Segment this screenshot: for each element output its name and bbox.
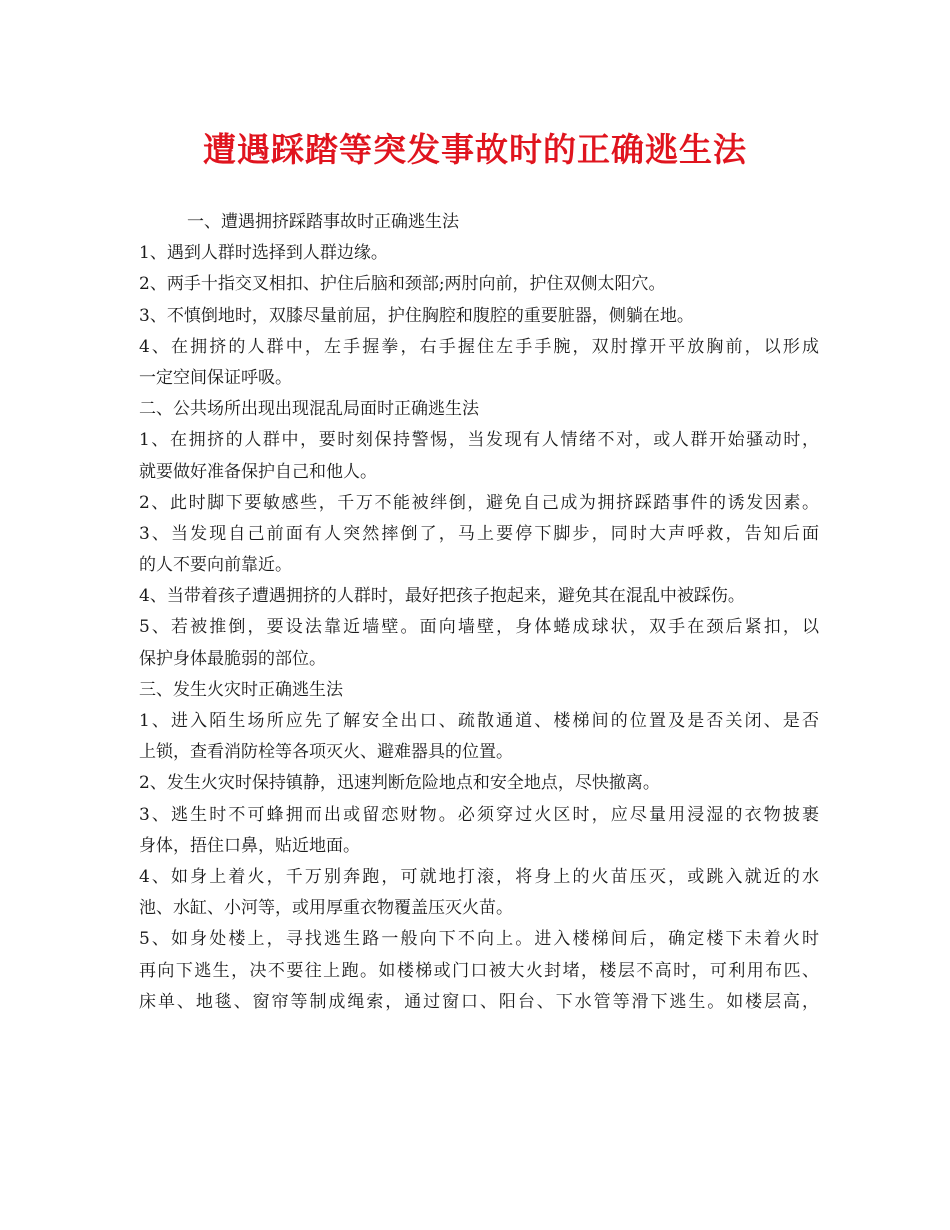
text-line: 3、不慎倒地时，双膝尽量前屈，护住胸腔和腹腔的重要脏器，侧躺在地。 <box>139 305 694 326</box>
text-line: 二、公共场所出现出现混乱局面时正确逃生法 <box>139 399 479 420</box>
text-line: 2、此时脚下要敏感些，千万不能被绊倒，避免自己成为拥挤踩踏事件的诱发因素。 <box>139 492 819 513</box>
document-title: 遭遇踩踏等突发事故时的正确逃生法 <box>203 130 747 169</box>
text-line: 1、在拥挤的人群中，要时刻保持警惕，当发现有人情绪不对，或人群开始骚动时， <box>139 430 819 451</box>
text-line: 2、发生火灾时保持镇静，迅速判断危险地点和安全地点，尽快撤离。 <box>139 773 660 794</box>
text-line: 再向下逃生，决不要往上跑。如楼梯或门口被大火封堵，楼层不高时，可利用布匹、 <box>139 960 819 981</box>
text-line: 上锁，查看消防栓等各项灭火、避难器具的位置。 <box>139 742 513 763</box>
text-line: 5、若被推倒，要设法靠近墙壁。面向墙壁，身体蜷成球状，双手在颈后紧扣，以 <box>139 617 819 638</box>
text-line: 一、遭遇拥挤踩踏事故时正确逃生法 <box>187 212 459 232</box>
text-line: 就要做好准备保护自己和他人。 <box>139 461 377 482</box>
text-line: 4、当带着孩子遭遇拥挤的人群时，最好把孩子抱起来，避免其在混乱中被踩伤。 <box>139 586 745 607</box>
document-body <box>139 207 819 1018</box>
text-line: 保护身体最脆弱的部位。 <box>139 648 326 669</box>
text-line: 床单、地毯、窗帘等制成绳索，通过窗口、阳台、下水管等滑下逃生。如楼层高， <box>139 991 819 1012</box>
text-line: 三、发生火灾时正确逃生法 <box>139 679 343 700</box>
text-line: 1、进入陌生场所应先了解安全出口、疏散通道、楼梯间的位置及是否关闭、是否 <box>139 711 819 731</box>
text-line: 4、如身上着火，千万别奔跑，可就地打滚，将身上的火苗压灭，或跳入就近的水 <box>139 866 819 887</box>
text-line: 4、在拥挤的人群中，左手握拳，右手握住左手手腕，双肘撑开平放胸前，以形成 <box>139 336 819 357</box>
text-line: 池、水缸、小河等，或用厚重衣物覆盖压灭火苗。 <box>139 898 513 919</box>
text-line: 的人不要向前靠近。 <box>139 555 292 576</box>
text-line: 3、当发现自己前面有人突然摔倒了，马上要停下脚步，同时大声呼救，告知后面 <box>139 523 819 544</box>
text-line: 一定空间保证呼吸。 <box>139 367 292 388</box>
text-line: 身体，捂住口鼻，贴近地面。 <box>139 835 360 856</box>
text-line: 3、逃生时不可蜂拥而出或留恋财物。必须穿过火区时，应尽量用浸湿的衣物披裹 <box>139 804 819 825</box>
text-line: 5、如身处楼上，寻找逃生路一般向下不向上。进入楼梯间后，确定楼下未着火时 <box>139 929 819 950</box>
text-line: 2、两手十指交叉相扣、护住后脑和颈部;两肘向前，护住双侧太阳穴。 <box>139 274 666 295</box>
text-line: 1、遇到人群时选择到人群边缘。 <box>139 243 388 264</box>
